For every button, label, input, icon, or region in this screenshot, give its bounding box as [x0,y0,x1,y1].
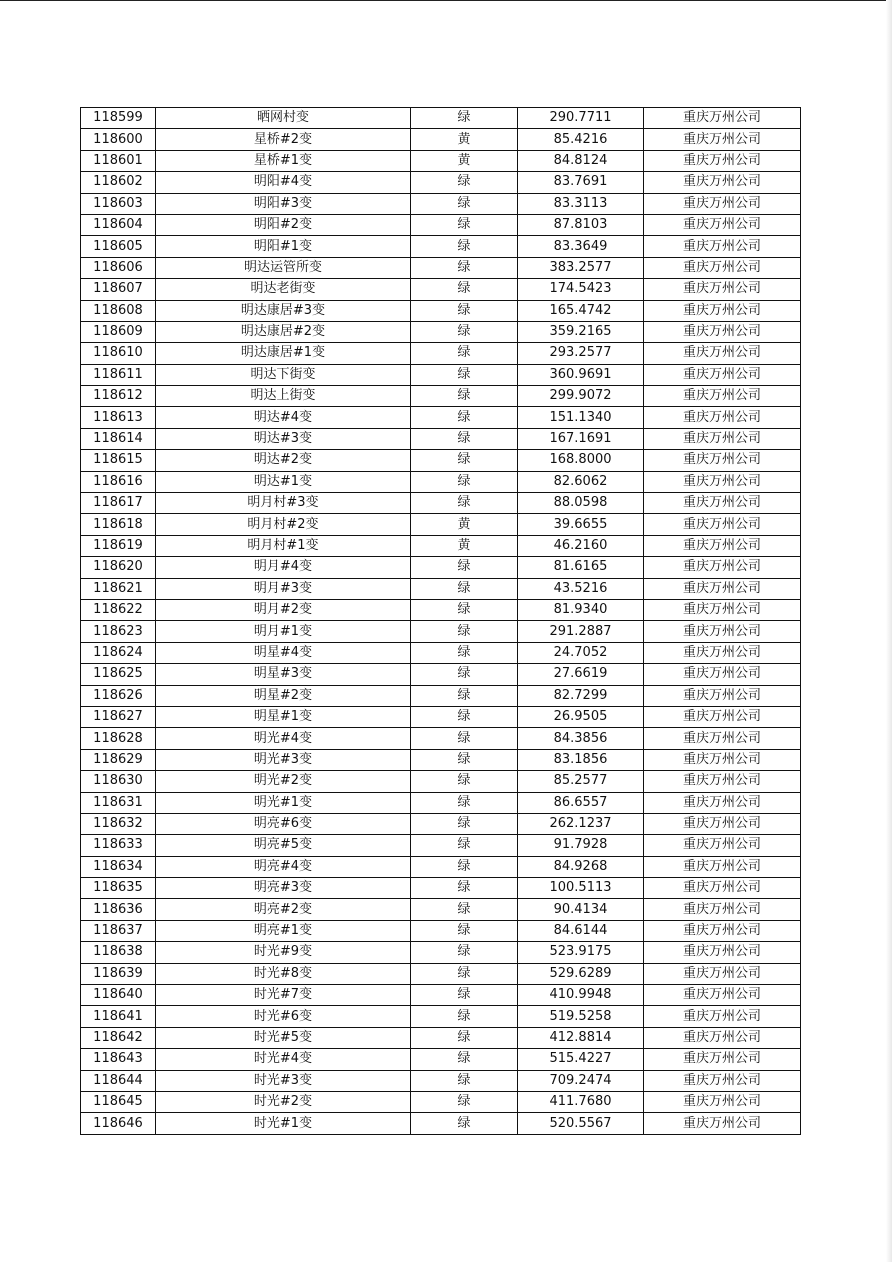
value-cell: 529.6289 [518,963,644,984]
table-row [81,236,801,257]
company-cell: 重庆万州公司 [644,771,801,792]
table-row [81,749,801,770]
station-id-cell: 118600 [81,129,156,150]
station-id-cell: 118610 [81,343,156,364]
station-id-cell: 118614 [81,428,156,449]
value-cell: 82.6062 [518,471,644,492]
company-cell: 重庆万州公司 [644,642,801,663]
station-name-cell: 明月#2变 [156,599,411,620]
value-cell: 90.4134 [518,899,644,920]
station-id-cell: 118617 [81,493,156,514]
status-color-cell: 绿 [411,343,518,364]
company-cell: 重庆万州公司 [644,728,801,749]
value-cell: 410.9948 [518,985,644,1006]
company-cell: 重庆万州公司 [644,514,801,535]
table-row [81,279,801,300]
station-id-cell: 118639 [81,963,156,984]
station-name-cell: 星桥#1变 [156,150,411,171]
station-id-cell: 118604 [81,214,156,235]
status-color-cell: 绿 [411,108,518,129]
station-id-cell: 118638 [81,942,156,963]
value-cell: 83.3113 [518,193,644,214]
table-row [81,172,801,193]
table-row [81,771,801,792]
table-row [81,642,801,663]
status-color-cell: 绿 [411,728,518,749]
status-color-cell: 绿 [411,1070,518,1091]
station-name-cell: 明光#3变 [156,749,411,770]
value-cell: 87.8103 [518,214,644,235]
status-color-cell: 黄 [411,150,518,171]
company-cell: 重庆万州公司 [644,920,801,941]
company-cell: 重庆万州公司 [644,578,801,599]
table-row [81,535,801,556]
station-id-cell: 118609 [81,321,156,342]
value-cell: 299.9072 [518,386,644,407]
table-row [81,129,801,150]
status-color-cell: 绿 [411,214,518,235]
table-row [81,386,801,407]
table-row [81,450,801,471]
page-edge-shade [886,0,892,1262]
station-id-cell: 118643 [81,1049,156,1070]
status-color-cell: 绿 [411,599,518,620]
station-name-cell: 明达康居#2变 [156,321,411,342]
table-row [81,514,801,535]
status-color-cell: 绿 [411,364,518,385]
station-id-cell: 118641 [81,1006,156,1027]
value-cell: 85.4216 [518,129,644,150]
company-cell: 重庆万州公司 [644,108,801,129]
table-row [81,1049,801,1070]
station-name-cell: 明光#2变 [156,771,411,792]
company-cell: 重庆万州公司 [644,1049,801,1070]
station-id-cell: 118633 [81,835,156,856]
table-row [81,985,801,1006]
value-cell: 174.5423 [518,279,644,300]
status-color-cell: 绿 [411,300,518,321]
status-color-cell: 绿 [411,942,518,963]
company-cell: 重庆万州公司 [644,685,801,706]
station-name-cell: 明星#3变 [156,664,411,685]
station-name-cell: 时光#7变 [156,985,411,1006]
table-row [81,364,801,385]
station-name-cell: 明星#2变 [156,685,411,706]
company-cell: 重庆万州公司 [644,321,801,342]
station-id-cell: 118636 [81,899,156,920]
station-id-cell: 118615 [81,450,156,471]
value-cell: 84.9268 [518,856,644,877]
company-cell: 重庆万州公司 [644,1027,801,1048]
station-id-cell: 118611 [81,364,156,385]
company-cell: 重庆万州公司 [644,257,801,278]
table-row [81,621,801,642]
table-row [81,1091,801,1112]
table-row [81,920,801,941]
table-row [81,214,801,235]
status-color-cell: 绿 [411,878,518,899]
value-cell: 411.7680 [518,1091,644,1112]
station-name-cell: 明阳#2变 [156,214,411,235]
company-cell: 重庆万州公司 [644,471,801,492]
company-cell: 重庆万州公司 [644,279,801,300]
status-color-cell: 绿 [411,792,518,813]
station-name-cell: 明达下街变 [156,364,411,385]
station-id-cell: 118631 [81,792,156,813]
company-cell: 重庆万州公司 [644,621,801,642]
station-id-cell: 118635 [81,878,156,899]
table-row [81,685,801,706]
value-cell: 383.2577 [518,257,644,278]
station-name-cell: 明达运管所变 [156,257,411,278]
value-cell: 43.5216 [518,578,644,599]
status-color-cell: 绿 [411,963,518,984]
value-cell: 85.2577 [518,771,644,792]
value-cell: 100.5113 [518,878,644,899]
table-row [81,578,801,599]
value-cell: 81.6165 [518,557,644,578]
status-color-cell: 黄 [411,514,518,535]
company-cell: 重庆万州公司 [644,664,801,685]
station-name-cell: 明达#2变 [156,450,411,471]
status-color-cell: 绿 [411,1091,518,1112]
station-id-cell: 118608 [81,300,156,321]
value-cell: 82.7299 [518,685,644,706]
company-cell: 重庆万州公司 [644,236,801,257]
station-id-cell: 118612 [81,386,156,407]
table-row [81,942,801,963]
value-cell: 24.7052 [518,642,644,663]
company-cell: 重庆万州公司 [644,878,801,899]
station-name-cell: 时光#8变 [156,963,411,984]
table-row [81,343,801,364]
station-name-cell: 明达老街变 [156,279,411,300]
company-cell: 重庆万州公司 [644,749,801,770]
table-row [81,664,801,685]
table-row [81,557,801,578]
station-name-cell: 明月村#2变 [156,514,411,535]
value-cell: 88.0598 [518,493,644,514]
value-cell: 151.1340 [518,407,644,428]
value-cell: 709.2474 [518,1070,644,1091]
table-row [81,1070,801,1091]
value-cell: 26.9505 [518,706,644,727]
station-id-cell: 118605 [81,236,156,257]
status-color-cell: 绿 [411,835,518,856]
status-color-cell: 绿 [411,257,518,278]
station-name-cell: 明阳#4变 [156,172,411,193]
company-cell: 重庆万州公司 [644,835,801,856]
company-cell: 重庆万州公司 [644,343,801,364]
station-id-cell: 118625 [81,664,156,685]
status-color-cell: 绿 [411,813,518,834]
company-cell: 重庆万州公司 [644,493,801,514]
status-color-cell: 绿 [411,578,518,599]
station-name-cell: 明达康居#3变 [156,300,411,321]
value-cell: 412.8814 [518,1027,644,1048]
station-id-cell: 118630 [81,771,156,792]
company-cell: 重庆万州公司 [644,386,801,407]
station-id-cell: 118616 [81,471,156,492]
station-name-cell: 明月#3变 [156,578,411,599]
status-color-cell: 绿 [411,557,518,578]
table-row [81,193,801,214]
value-cell: 83.7691 [518,172,644,193]
status-color-cell: 绿 [411,1113,518,1134]
page-top-border [0,0,892,1]
company-cell: 重庆万州公司 [644,172,801,193]
station-name-cell: 明亮#4变 [156,856,411,877]
station-name-cell: 明亮#2变 [156,899,411,920]
value-cell: 83.1856 [518,749,644,770]
table-row [81,835,801,856]
value-cell: 359.2165 [518,321,644,342]
station-id-cell: 118629 [81,749,156,770]
value-cell: 165.4742 [518,300,644,321]
station-name-cell: 星桥#2变 [156,129,411,150]
company-cell: 重庆万州公司 [644,450,801,471]
value-cell: 262.1237 [518,813,644,834]
company-cell: 重庆万州公司 [644,300,801,321]
value-cell: 27.6619 [518,664,644,685]
station-id-cell: 118621 [81,578,156,599]
data-table [80,107,801,1135]
station-name-cell: 明月#1变 [156,621,411,642]
value-cell: 515.4227 [518,1049,644,1070]
status-color-cell: 绿 [411,856,518,877]
station-name-cell: 明星#4变 [156,642,411,663]
company-cell: 重庆万州公司 [644,193,801,214]
station-id-cell: 118622 [81,599,156,620]
station-id-cell: 118644 [81,1070,156,1091]
company-cell: 重庆万州公司 [644,792,801,813]
table-row [81,300,801,321]
table-row [81,1006,801,1027]
company-cell: 重庆万州公司 [644,1091,801,1112]
station-id-cell: 118601 [81,150,156,171]
station-id-cell: 118637 [81,920,156,941]
station-id-cell: 118620 [81,557,156,578]
station-name-cell: 明达#3变 [156,428,411,449]
station-name-cell: 明亮#1变 [156,920,411,941]
table-row [81,792,801,813]
status-color-cell: 绿 [411,450,518,471]
station-id-cell: 118623 [81,621,156,642]
value-cell: 84.8124 [518,150,644,171]
company-cell: 重庆万州公司 [644,942,801,963]
station-id-cell: 118627 [81,706,156,727]
status-color-cell: 绿 [411,771,518,792]
station-name-cell: 明亮#3变 [156,878,411,899]
status-color-cell: 绿 [411,685,518,706]
station-name-cell: 时光#4变 [156,1049,411,1070]
status-color-cell: 绿 [411,279,518,300]
station-name-cell: 明月村#1变 [156,535,411,556]
status-color-cell: 黄 [411,129,518,150]
status-color-cell: 绿 [411,321,518,342]
value-cell: 46.2160 [518,535,644,556]
status-color-cell: 绿 [411,621,518,642]
station-name-cell: 明阳#1变 [156,236,411,257]
station-name-cell: 明达上街变 [156,386,411,407]
station-id-cell: 118607 [81,279,156,300]
value-cell: 360.9691 [518,364,644,385]
station-name-cell: 明光#1变 [156,792,411,813]
status-color-cell: 绿 [411,493,518,514]
station-id-cell: 118626 [81,685,156,706]
value-cell: 291.2887 [518,621,644,642]
status-color-cell: 绿 [411,428,518,449]
value-cell: 293.2577 [518,343,644,364]
company-cell: 重庆万州公司 [644,150,801,171]
station-name-cell: 明阳#3变 [156,193,411,214]
table-row [81,257,801,278]
table-row [81,813,801,834]
station-name-cell: 晒网村变 [156,108,411,129]
station-name-cell: 时光#9变 [156,942,411,963]
station-name-cell: 明月#4变 [156,557,411,578]
value-cell: 86.6557 [518,792,644,813]
table-row [81,321,801,342]
status-color-cell: 绿 [411,1006,518,1027]
station-id-cell: 118646 [81,1113,156,1134]
status-color-cell: 绿 [411,236,518,257]
company-cell: 重庆万州公司 [644,813,801,834]
company-cell: 重庆万州公司 [644,963,801,984]
station-id-cell: 118645 [81,1091,156,1112]
station-name-cell: 明光#4变 [156,728,411,749]
table-row [81,493,801,514]
value-cell: 523.9175 [518,942,644,963]
company-cell: 重庆万州公司 [644,985,801,1006]
station-name-cell: 明亮#6变 [156,813,411,834]
company-cell: 重庆万州公司 [644,599,801,620]
value-cell: 168.8000 [518,450,644,471]
table-row [81,1027,801,1048]
table-row [81,150,801,171]
station-name-cell: 时光#6变 [156,1006,411,1027]
table-row [81,706,801,727]
status-color-cell: 绿 [411,706,518,727]
value-cell: 39.6655 [518,514,644,535]
company-cell: 重庆万州公司 [644,1070,801,1091]
table-row [81,407,801,428]
station-id-cell: 118603 [81,193,156,214]
status-color-cell: 绿 [411,386,518,407]
station-name-cell: 明达#4变 [156,407,411,428]
station-name-cell: 时光#5变 [156,1027,411,1048]
table-row [81,428,801,449]
station-id-cell: 118599 [81,108,156,129]
status-color-cell: 绿 [411,899,518,920]
station-id-cell: 118606 [81,257,156,278]
company-cell: 重庆万州公司 [644,407,801,428]
status-color-cell: 绿 [411,193,518,214]
company-cell: 重庆万州公司 [644,535,801,556]
status-color-cell: 绿 [411,985,518,1006]
station-id-cell: 118632 [81,813,156,834]
status-color-cell: 绿 [411,1049,518,1070]
value-cell: 81.9340 [518,599,644,620]
status-color-cell: 绿 [411,920,518,941]
company-cell: 重庆万州公司 [644,214,801,235]
station-id-cell: 118640 [81,985,156,1006]
value-cell: 83.3649 [518,236,644,257]
table-row [81,878,801,899]
table-row [81,108,801,129]
company-cell: 重庆万州公司 [644,856,801,877]
table-body [81,108,801,1135]
status-color-cell: 绿 [411,642,518,663]
station-name-cell: 明达#1变 [156,471,411,492]
value-cell: 91.7928 [518,835,644,856]
table-row [81,599,801,620]
station-id-cell: 118628 [81,728,156,749]
status-color-cell: 黄 [411,535,518,556]
station-id-cell: 118642 [81,1027,156,1048]
station-id-cell: 118619 [81,535,156,556]
table-row [81,728,801,749]
status-color-cell: 绿 [411,407,518,428]
station-name-cell: 明月村#3变 [156,493,411,514]
status-color-cell: 绿 [411,1027,518,1048]
status-color-cell: 绿 [411,172,518,193]
company-cell: 重庆万州公司 [644,557,801,578]
company-cell: 重庆万州公司 [644,899,801,920]
value-cell: 290.7711 [518,108,644,129]
value-cell: 84.3856 [518,728,644,749]
value-cell: 84.6144 [518,920,644,941]
station-id-cell: 118618 [81,514,156,535]
station-id-cell: 118624 [81,642,156,663]
station-id-cell: 118634 [81,856,156,877]
station-id-cell: 118613 [81,407,156,428]
company-cell: 重庆万州公司 [644,364,801,385]
value-cell: 520.5567 [518,1113,644,1134]
station-name-cell: 明亮#5变 [156,835,411,856]
station-name-cell: 时光#3变 [156,1070,411,1091]
table-row [81,963,801,984]
value-cell: 167.1691 [518,428,644,449]
station-id-cell: 118602 [81,172,156,193]
company-cell: 重庆万州公司 [644,129,801,150]
company-cell: 重庆万州公司 [644,1006,801,1027]
table-row [81,471,801,492]
table-row [81,1113,801,1134]
station-name-cell: 时光#1变 [156,1113,411,1134]
station-name-cell: 明达康居#1变 [156,343,411,364]
company-cell: 重庆万州公司 [644,428,801,449]
station-name-cell: 时光#2变 [156,1091,411,1112]
status-color-cell: 绿 [411,664,518,685]
status-color-cell: 绿 [411,749,518,770]
value-cell: 519.5258 [518,1006,644,1027]
status-color-cell: 绿 [411,471,518,492]
station-name-cell: 明星#1变 [156,706,411,727]
table-row [81,856,801,877]
table-row [81,899,801,920]
company-cell: 重庆万州公司 [644,706,801,727]
company-cell: 重庆万州公司 [644,1113,801,1134]
